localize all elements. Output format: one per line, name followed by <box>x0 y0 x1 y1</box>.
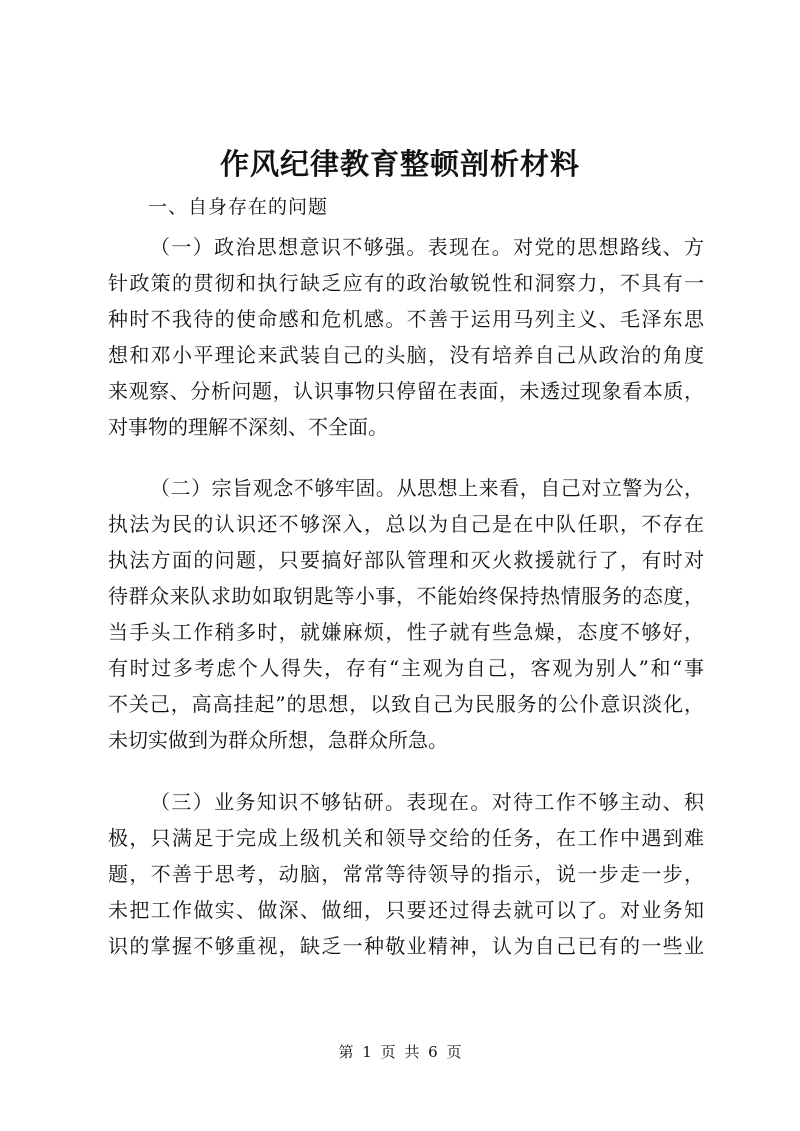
paragraph-line: 执法为民的认识还不够深入，总以为自己是在中队任职，不存在 <box>108 512 704 536</box>
paragraph-line: 种时不我待的使命感和危机感。不善于运用马列主义、毛泽东思 <box>108 307 704 331</box>
paragraph-line: 针政策的贯彻和执行缺乏应有的政治敏锐性和洞察力，不具有一 <box>108 271 704 295</box>
paragraph-line: （一）政治思想意识不够强。表现在。对党的思想路线、方 <box>150 235 704 259</box>
paragraph-line: 未切实做到为群众所想，急群众所急。 <box>108 728 448 752</box>
paragraph-line: 当手头工作稍多时，就嫌麻烦，性子就有些急燥，态度不够好， <box>108 620 704 644</box>
paragraph-line: 来观察、分析问题，认识事物只停留在表面，未透过现象看本质， <box>108 379 704 403</box>
page-footer: 第 1 页 共 6 页 <box>338 1043 462 1061</box>
paragraph-2 <box>108 470 708 758</box>
paragraph-line: 极，只满足于完成上级机关和领导交给的任务，在工作中遇到难 <box>108 826 704 850</box>
paragraph-line: 识的掌握不够重视，缺乏一种敬业精神，认为自己已有的一些业 <box>108 934 704 958</box>
paragraph-line: 想和邓小平理论来武装自己的头脑，没有培养自己从政治的角度 <box>108 343 704 367</box>
document-title: 作风纪律教育整顿剖析材料 <box>219 147 580 181</box>
section-heading: 一、自身存在的问题 <box>148 196 329 218</box>
paragraph-line: （二）宗旨观念不够牢固。从思想上来看，自己对立警为公， <box>150 476 704 500</box>
paragraph-line: 不关己，高高挂起”的思想，以致自己为民服务的公仆意识淡化， <box>108 692 704 716</box>
paragraph-line: 对事物的理解不深刻、不全面。 <box>108 415 388 439</box>
paragraph-line: 执法方面的问题，只要搞好部队管理和灭火救援就行了，有时对 <box>108 548 704 572</box>
paragraph-line: 有时过多考虑个人得失，存有“主观为自己，客观为别人”和“事 <box>108 656 704 680</box>
paragraph-1 <box>108 229 708 445</box>
paragraph-line: （三）业务知识不够钻研。表现在。对待工作不够主动、积 <box>150 790 704 814</box>
paragraph-line: 题，不善于思考，动脑，常常等待领导的指示，说一步走一步， <box>108 862 704 886</box>
paragraph-line: 待群众来队求助如取钥匙等小事，不能始终保持热情服务的态度， <box>108 584 704 608</box>
paragraph-line: 未把工作做实、做深、做细，只要还过得去就可以了。对业务知 <box>108 898 704 922</box>
paragraph-3 <box>108 784 708 964</box>
